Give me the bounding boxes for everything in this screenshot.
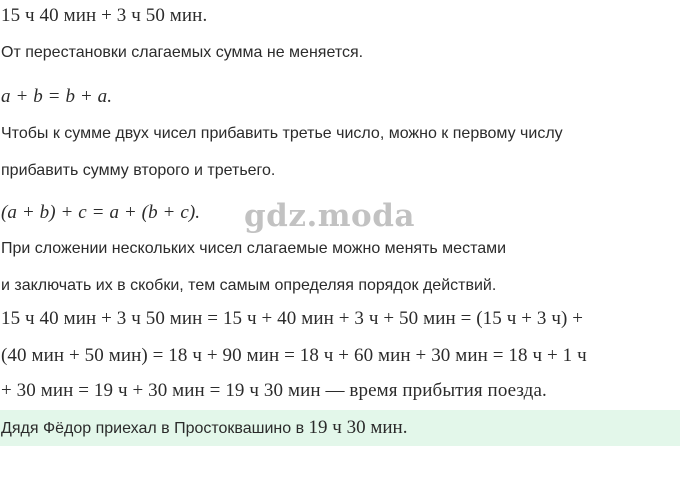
text-line: При сложении нескольких чисел слагаемые можно менять местами [1,240,507,257]
answer-text: Дядя Фёдор приехал в Простоквашино в [1,420,309,437]
answer-value: 19 ч 30 мин. [308,417,408,438]
calculation-line: + 30 мин = 19 ч + 30 мин = 19 ч 30 мин — время прибытия поезда. [1,380,547,401]
expression-line: 15 ч 40 мин + 3 ч 50 мин. [1,5,208,26]
text-line: Чтобы к сумме двух чисел прибавить третье число, можно к первому числу [1,125,563,142]
calculation-line: (40 мин + 50 мин) = 18 ч + 90 мин = 18 ч + 60 мин + 30 мин = 18 ч + 1 ч [1,345,587,366]
text-line: и заключать их в скобки, тем самым определяя порядок действий. [1,277,497,294]
calculation-line: 15 ч 40 мин + 3 ч 50 мин = 15 ч + 40 мин + 3 ч + 50 мин = (15 ч + 3 ч) + [1,308,584,329]
formula-line: a + b = b + a. [1,86,113,107]
text-line: От перестановки слагаемых сумма не меняется. [1,44,364,61]
watermark-logo: gdz.moda [244,198,415,234]
text-line: прибавить сумму второго и третьего. [1,162,276,179]
answer-line [1,418,407,439]
formula-line: (a + b) + c = a + (b + c). [1,202,201,223]
